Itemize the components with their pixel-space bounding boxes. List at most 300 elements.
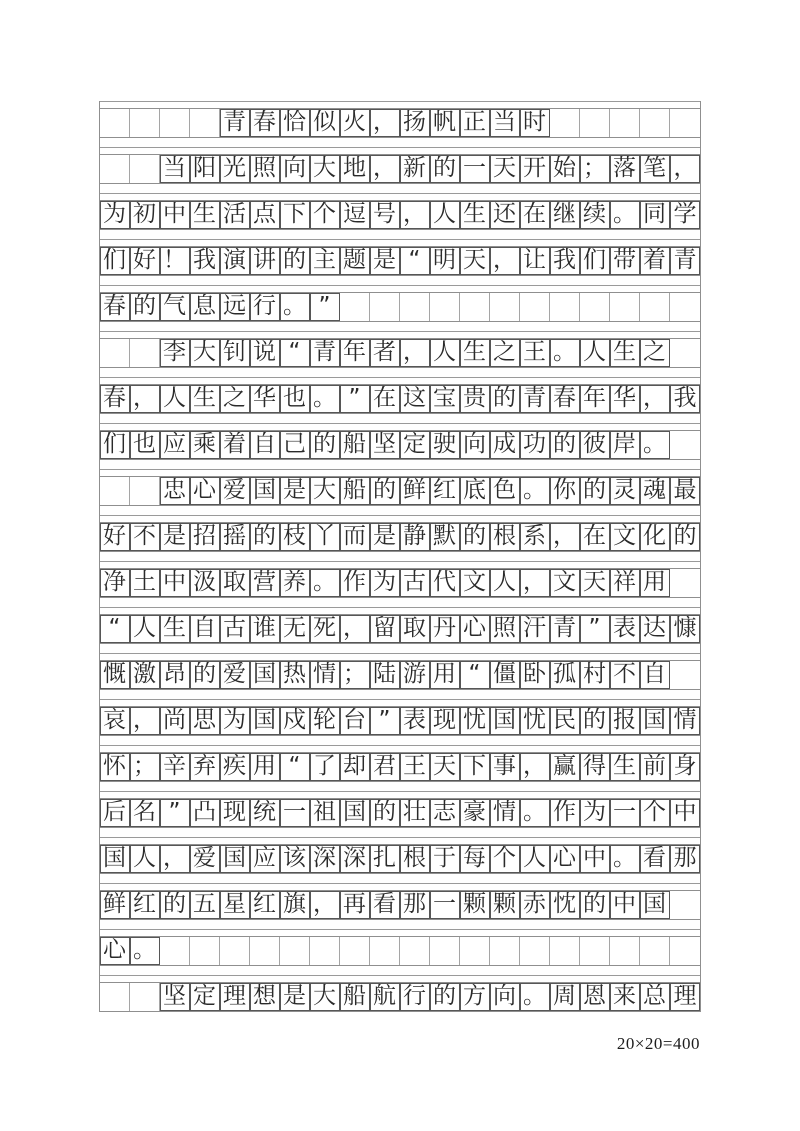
grid-cell [670,891,700,919]
grid-row [100,201,700,230]
grid-cell: 个 [310,201,340,229]
grid-cell: 这 [400,385,430,413]
grid-row-unit [100,745,700,782]
grid-cell: 宝 [430,385,460,413]
grid-cell: ” [370,707,400,735]
grid-cell: 君 [370,753,400,781]
grid-cell: ， [490,247,520,275]
grid-cell: 气 [160,293,190,321]
grid-cell: 用 [430,661,460,689]
grid-cell [640,937,670,965]
grid-cell: 心 [460,615,490,643]
grid-cell: 扎 [370,845,400,873]
grid-cell: 也 [280,385,310,413]
grid-cell: 在 [370,385,400,413]
row-spacing-band [100,929,700,937]
grid-cell: 该 [280,845,310,873]
grid-cell [640,293,670,321]
grid-cell: 光 [220,155,250,183]
grid-cell: 的 [130,293,160,321]
grid-cell: 向 [280,155,310,183]
grid-cell: 的 [580,707,610,735]
row-spacing-band [100,791,700,799]
row-spacing-band [100,837,700,845]
grid-row [100,109,700,138]
grid-cell: 说 [250,339,280,367]
grid-cell: 为 [580,799,610,827]
grid-cell: 深 [310,845,340,873]
grid-cell: 代 [430,569,460,597]
grid-cell: 大 [190,339,220,367]
grid-cell: 演 [220,247,250,275]
grid-cell: 帆 [430,109,460,137]
grid-cell: 坚 [160,983,190,1011]
row-spacing-band [100,239,700,247]
grid-cell: ； [580,155,610,183]
grid-cell [610,293,640,321]
grid-cell: 照 [490,615,520,643]
grid-cell: 情 [490,799,520,827]
grid-cell: 一 [460,155,490,183]
grid-cell: 正 [460,109,490,137]
grid-row [100,845,700,874]
grid-cell: 祖 [310,799,340,827]
grid-cell: 我 [550,247,580,275]
grid-cell: 默 [430,523,460,551]
grid-cell: 于 [430,845,460,873]
grid-cell: 的 [580,477,610,505]
grid-row [100,431,700,460]
grid-cell: 的 [670,523,700,551]
grid-cell: 的 [550,431,580,459]
grid-row-unit [100,331,700,368]
grid-cell: 己 [280,431,310,459]
grid-cell: 之 [640,339,670,367]
grid-cell [310,937,340,965]
grid-cell [430,293,460,321]
grid-cell: 现 [430,707,460,735]
grid-cell: 。 [130,937,160,965]
grid-cell: 学 [670,201,700,229]
grid-cell: 情 [670,707,700,735]
grid-cell: 岸 [610,431,640,459]
grid-cell: 国 [340,799,370,827]
grid-cell: 根 [490,523,520,551]
grid-cell: 民 [550,707,580,735]
grid-row-unit [100,699,700,736]
grid-cell: 王 [520,339,550,367]
grid-cell: 青 [310,339,340,367]
grid-cell: 根 [400,845,430,873]
grid-cell: 们 [100,431,130,459]
grid-cell: 青 [520,385,550,413]
grid-cell: 爱 [190,845,220,873]
row-spacing-band [100,607,700,615]
grid-cell: 热 [280,661,310,689]
grid-cell: 用 [640,569,670,597]
grid-cell: 。 [310,569,340,597]
grid-cell: 化 [640,523,670,551]
grid-cell: 在 [520,201,550,229]
grid-cell: 系 [520,523,550,551]
grid-cell: 的 [160,891,190,919]
grid-cell: 明 [430,247,460,275]
grid-cell: 周 [550,983,580,1011]
grid-cell: 春 [100,293,130,321]
grid-cell: 谁 [250,615,280,643]
grid-cell: 尚 [160,707,190,735]
row-spacing-band [100,423,700,431]
grid-cell: 号 [370,201,400,229]
grid-row [100,477,700,506]
grid-cell: 的 [370,799,400,827]
grid-cell: 彼 [580,431,610,459]
grid-cell: ” [160,799,190,827]
grid-cell: 生 [460,339,490,367]
grid-cell: 之 [220,385,250,413]
grid-cell [100,477,130,505]
grid-cell: 净 [100,569,130,597]
grid-cell: 。 [610,845,640,873]
grid-cell [550,109,580,137]
grid-cell: 赤 [520,891,550,919]
grid-cell: 忠 [160,477,190,505]
grid-cell: 乘 [190,431,220,459]
grid-cell [130,477,160,505]
grid-cell: 。 [610,201,640,229]
grid-cell: 最 [670,477,700,505]
grid-cell [160,937,190,965]
grid-cell [670,109,700,137]
grid-row [100,615,700,644]
grid-cell: 个 [490,845,520,873]
grid-cell: 。 [520,477,550,505]
grid-cell: “ [280,753,310,781]
grid-cell: 忧 [460,707,490,735]
grid-cell: 息 [190,293,220,321]
grid-cell: 星 [220,891,250,919]
grid-cell: 生 [460,201,490,229]
grid-cell: 心 [190,477,220,505]
grid-cell: 大 [310,983,340,1011]
grid-cell: 后 [100,799,130,827]
composition-sheet [99,101,701,1012]
row-spacing-band [100,653,700,661]
grid-cell: 一 [610,799,640,827]
grid-cell: 恰 [280,109,310,137]
grid-cell: ， [130,385,160,413]
grid-cell [610,937,640,965]
grid-cell: 魂 [640,477,670,505]
grid-cell: 你 [550,477,580,505]
grid-cell: 是 [370,247,400,275]
row-spacing-band [100,515,700,523]
grid-cell: 了 [310,753,340,781]
grid-cell [100,983,130,1011]
grid-cell: 。 [520,983,550,1011]
grid-row-unit [100,423,700,460]
grid-cell: 王 [400,753,430,781]
grid-cell: ， [130,707,160,735]
grid-row-unit [100,929,700,966]
grid-cell: 逗 [340,201,370,229]
grid-cell: 阳 [190,155,220,183]
grid-cell: 定 [190,983,220,1011]
grid-cell: 中 [160,569,190,597]
grid-cell [220,937,250,965]
grid-cell [130,155,160,183]
grid-cell: 僵 [490,661,520,689]
grid-cell: 之 [490,339,520,367]
grid-cell: 红 [130,891,160,919]
grid-cell: 笔 [640,155,670,183]
grid-cell: 戍 [280,707,310,735]
grid-cell: 壮 [400,799,430,827]
grid-cell: 汗 [520,615,550,643]
grid-cell: 生 [160,615,190,643]
grid-row [100,799,700,828]
grid-cell: “ [400,247,430,275]
grid-cell [670,569,700,597]
grid-cell: 向 [460,431,490,459]
grid-cell [580,937,610,965]
grid-cell: ， [310,891,340,919]
grid-cell: 初 [130,201,160,229]
grid-cell: ， [370,109,400,137]
row-spacing-band [100,101,700,109]
grid-cell: 功 [520,431,550,459]
grid-cell [130,983,160,1011]
grid-cell [190,109,220,137]
grid-cell: 前 [640,753,670,781]
grid-cell: 作 [340,569,370,597]
grid-cell: 文 [610,523,640,551]
grid-row [100,523,700,552]
grid-cell: 色 [490,477,520,505]
grid-row-unit [100,193,700,230]
row-spacing-band [100,377,700,385]
grid-cell: 年 [340,339,370,367]
grid-cell: 着 [220,431,250,459]
grid-cell: 国 [640,891,670,919]
grid-cell: 开 [520,155,550,183]
grid-cell: 一 [280,799,310,827]
grid-cell: 那 [400,891,430,919]
row-spacing-band [100,745,700,753]
grid-cell: 那 [670,845,700,873]
grid-cell: 招 [190,523,220,551]
grid-cell: 台 [340,707,370,735]
grid-cell: 是 [280,983,310,1011]
grid-cell: 红 [250,891,280,919]
grid-cell: ， [160,845,190,873]
grid-cell: 达 [640,615,670,643]
grid-cell: 取 [220,569,250,597]
grid-cell: 题 [340,247,370,275]
grid-cell: 人 [580,339,610,367]
grid-cell: 中 [670,799,700,827]
grid-cell: 点 [250,201,280,229]
row-spacing-band [100,975,700,983]
grid-cell: 丹 [430,615,460,643]
grid-cell [340,937,370,965]
grid-cell: 行 [400,983,430,1011]
grid-cell: 似 [310,109,340,137]
grid-cell: 们 [100,247,130,275]
grid-cell: 人 [130,845,160,873]
grid-cell [340,293,370,321]
grid-row-unit [100,837,700,874]
grid-cell: 的 [250,523,280,551]
grid-cell: 人 [130,615,160,643]
grid-cell: 昂 [160,661,190,689]
grid-cell: 颗 [490,891,520,919]
grid-cell: 当 [160,155,190,183]
grid-cell [640,109,670,137]
grid-cell: 续 [580,201,610,229]
grid-cell: 不 [610,661,640,689]
grid-cell: ， [670,155,700,183]
grid-cell: ； [130,753,160,781]
grid-cell: 恩 [580,983,610,1011]
grid-cell: 赢 [550,753,580,781]
grid-cell: 船 [340,983,370,1011]
grid-cell: 为 [370,569,400,597]
grid-cell: 生 [190,201,220,229]
grid-cell: 名 [130,799,160,827]
grid-cell: 鲜 [400,477,430,505]
grid-cell: 再 [340,891,370,919]
grid-cell: 青 [670,247,700,275]
grid-cell [490,293,520,321]
grid-cell: 凸 [190,799,220,827]
grid-cell: 自 [190,615,220,643]
grid-cell: 丫 [310,523,340,551]
grid-cell: 钊 [220,339,250,367]
grid-size-formula: 20×20=400 [616,1034,700,1053]
grid-cell: 国 [250,661,280,689]
grid-cell [130,339,160,367]
grid-row-unit [100,883,700,920]
grid-cell: 李 [160,339,190,367]
grid-cell: “ [100,615,130,643]
grid-cell: 轮 [310,707,340,735]
row-spacing-band [100,147,700,155]
row-spacing-band [100,699,700,707]
grid-cell: 下 [460,753,490,781]
grid-cell: 的 [190,661,220,689]
grid-cell: 卧 [520,661,550,689]
grid-cell: 人 [160,385,190,413]
grid-cell: 疾 [220,753,250,781]
grid-cell [460,937,490,965]
grid-cell: 古 [220,615,250,643]
grid-cell: 春 [100,385,130,413]
grid-cell: 怀 [100,753,130,781]
grid-cell: 激 [130,661,160,689]
grid-cell [250,937,280,965]
grid-cell [460,293,490,321]
grid-cell: 哀 [100,707,130,735]
grid-row-unit [100,975,700,1012]
grid-cell: 的 [370,477,400,505]
grid-cell: ， [520,569,550,597]
grid-cell: 讲 [250,247,280,275]
grid-cell: 时 [520,109,550,137]
grid-row [100,891,700,920]
grid-cell: ， [400,201,430,229]
grid-cell: 的 [490,385,520,413]
grid-cell: 天 [460,247,490,275]
grid-cell: 理 [220,983,250,1011]
grid-cell: 事 [490,753,520,781]
grid-cell: 当 [490,109,520,137]
grid-cell: 继 [550,201,580,229]
grid-cell [160,109,190,137]
grid-cell: 的 [430,983,460,1011]
grid-cell: 国 [100,845,130,873]
grid-cell: 地 [340,155,370,183]
grid-cell: 文 [460,569,490,597]
grid-cell: 火 [340,109,370,137]
grid-cell: 。 [310,385,340,413]
grid-row [100,293,700,322]
grid-cell: 报 [610,707,640,735]
grid-cell: 心 [100,937,130,965]
grid-cell: 应 [250,845,280,873]
grid-row [100,753,700,782]
grid-cell: 是 [280,477,310,505]
grid-cell: 华 [610,385,640,413]
grid-cell: 鲜 [100,891,130,919]
grid-cell: 得 [580,753,610,781]
grid-cell: 忱 [550,891,580,919]
grid-cell: 死 [310,615,340,643]
grid-cell [370,293,400,321]
grid-cell: 是 [160,523,190,551]
grid-cell: 的 [430,155,460,183]
grid-cell: ， [550,523,580,551]
grid-cell: 理 [670,983,700,1011]
grid-cell: 五 [190,891,220,919]
grid-row [100,937,700,966]
grid-cell: 我 [670,385,700,413]
grid-cell [490,937,520,965]
grid-cell: 村 [580,661,610,689]
grid-cell: 颗 [460,891,490,919]
grid-cell: 也 [130,431,160,459]
grid-cell: 总 [640,983,670,1011]
grid-cell: 的 [280,247,310,275]
grid-cell [580,293,610,321]
grid-cell: 的 [580,891,610,919]
grid-row [100,569,700,598]
grid-cell: 春 [250,109,280,137]
grid-cell: 定 [400,431,430,459]
grid-row-unit [100,285,700,322]
grid-cell: 青 [220,109,250,137]
grid-cell: 土 [130,569,160,597]
grid-cell [550,293,580,321]
grid-cell: 带 [610,247,640,275]
grid-cell: 底 [460,477,490,505]
row-spacing-band [100,193,700,201]
grid-cell: 国 [640,707,670,735]
grid-cell: 大 [310,155,340,183]
grid-cell: 红 [430,477,460,505]
grid-cell [670,937,700,965]
grid-cell [400,937,430,965]
